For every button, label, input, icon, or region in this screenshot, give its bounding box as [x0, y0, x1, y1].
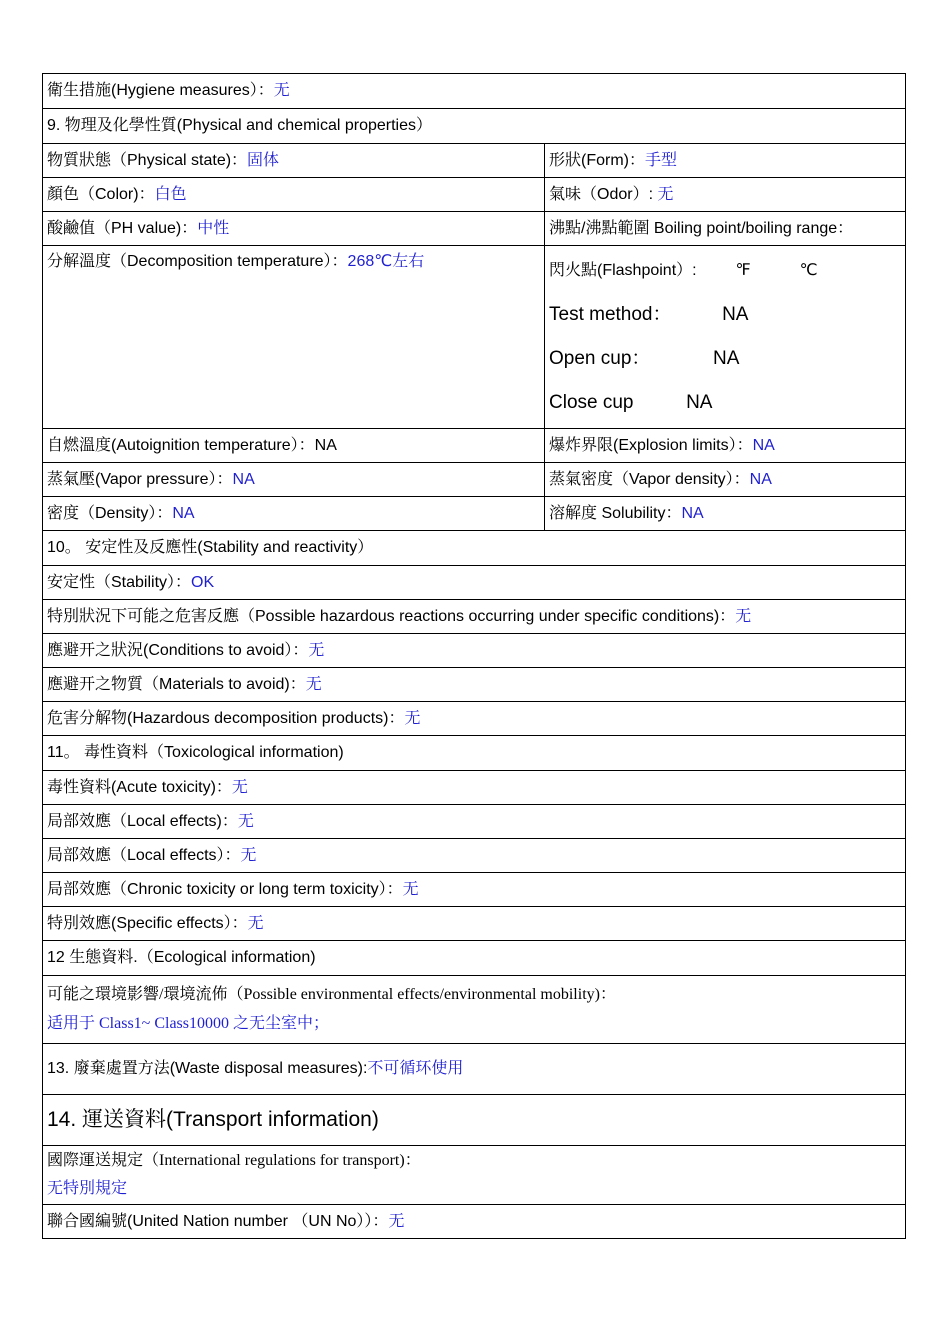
odor-value: 无 — [657, 185, 674, 203]
section11-title-row — [43, 736, 906, 771]
section14-title-row — [43, 1095, 906, 1146]
color-label: 顏色（Color)： — [47, 185, 155, 203]
open-cup-label: Open cup： — [549, 348, 651, 369]
hazardous-reactions-label: 特別狀況下可能之危害反應（Possible hazardous reactions occurring under specific conditions)： — [47, 607, 736, 625]
un-number-cell — [43, 1205, 906, 1239]
intl-transport-row — [43, 1146, 906, 1205]
un-number-value: 无 — [388, 1212, 405, 1230]
local2-label: 局部效應（Local effects）： — [47, 846, 241, 864]
vapor-row — [43, 463, 906, 497]
un-number-row — [43, 1205, 906, 1239]
section9-title: 9. 物理及化學性質(Physical and chemical properties） — [43, 109, 906, 144]
test-method-line — [549, 304, 901, 326]
test-method-label: Test method： — [549, 304, 672, 325]
ph-value: 中性 — [197, 219, 230, 237]
chronic-row — [43, 873, 906, 907]
materials-avoid-label: 應避开之物質（Materials to avoid)： — [47, 675, 306, 693]
autoignition-row — [43, 429, 906, 463]
boiling-label: 沸點/沸點範圍 Boiling point/boiling range： — [549, 219, 854, 237]
decomp-products-cell — [43, 702, 906, 736]
flashpoint-unit-c: ℃ — [799, 262, 818, 279]
form-value: 手型 — [645, 151, 678, 169]
stability-row — [43, 566, 906, 600]
section10-title: 10。 安定性及反應性(Stability and reactivity） — [43, 531, 906, 566]
solubility-label: 溶解度 Solubility： — [549, 504, 682, 522]
decomposition-cell — [43, 246, 545, 429]
form-label: 形狀(Form)： — [549, 151, 645, 169]
stability-label: 安定性（Stability）： — [47, 573, 192, 591]
acute-row — [43, 771, 906, 805]
waste-cell — [43, 1044, 906, 1095]
flashpoint-line — [549, 260, 901, 282]
odor-label: 氣味（Odor）: — [549, 185, 658, 203]
chronic-cell — [43, 873, 906, 907]
un-number-label: 聯合國編號(United Nation number （UN No））： — [47, 1212, 389, 1230]
physical-state-label: 物質狀態（Physical state)： — [47, 151, 248, 169]
color-value: 白色 — [154, 185, 187, 203]
acute-cell — [43, 771, 906, 805]
local1-label: 局部效應（Local effects)： — [47, 812, 238, 830]
local2-cell — [43, 839, 906, 873]
ph-row — [43, 212, 906, 246]
intl-transport-label: 國際運送規定（International regulations for transport)： — [47, 1152, 421, 1169]
environment-row — [43, 976, 906, 1044]
vapor-pressure-value: NA — [232, 470, 255, 488]
form-cell — [545, 144, 906, 178]
local1-cell — [43, 805, 906, 839]
specific-label: 特別效應(Specific effects）： — [47, 914, 248, 932]
acute-value: 无 — [231, 778, 248, 796]
environment-cell — [43, 976, 906, 1044]
waste-row — [43, 1044, 906, 1095]
section14-title: 14. 運送資料(Transport information) — [43, 1095, 906, 1146]
close-cup-line — [549, 392, 901, 414]
hygiene-cell — [43, 74, 906, 109]
explosion-value: NA — [752, 436, 775, 454]
autoignition-label: 自燃溫度(Autoignition temperature）：NA — [47, 436, 337, 454]
materials-avoid-row — [43, 668, 906, 702]
open-cup-line — [549, 348, 901, 370]
flashpoint-cell — [545, 246, 906, 429]
chronic-label: 局部效應（Chronic toxicity or long term toxicity）： — [47, 880, 403, 898]
physical-state-row — [43, 144, 906, 178]
section12-title: 12 生態資料.（Ecological information) — [43, 941, 906, 976]
stability-cell — [43, 566, 906, 600]
section12-title-row — [43, 941, 906, 976]
specific-value: 无 — [247, 914, 264, 932]
local1-row — [43, 805, 906, 839]
conditions-avoid-cell — [43, 634, 906, 668]
density-value: NA — [172, 504, 195, 522]
decomposition-row — [43, 246, 906, 429]
vapor-density-value: NA — [749, 470, 772, 488]
intl-transport-cell — [43, 1146, 906, 1205]
environment-value: 适用于 Class1~ Class10000 之无尘室中； — [47, 1015, 330, 1032]
explosion-label: 爆炸界限(Explosion limits）： — [549, 436, 753, 454]
color-cell — [43, 178, 545, 212]
decomposition-value: 268℃左右 — [347, 253, 425, 270]
sds-table — [42, 73, 906, 1239]
environment-label: 可能之環境影響/環境流佈（Possible environmental effects/environmental mobility)： — [47, 986, 616, 1003]
vapor-pressure-cell — [43, 463, 545, 497]
decomp-products-value: 无 — [404, 709, 421, 727]
solubility-cell — [545, 497, 906, 531]
intl-transport-value: 无特別規定 — [47, 1180, 128, 1197]
hazardous-reactions-value: 无 — [735, 607, 752, 625]
density-label: 密度（Density）： — [47, 504, 173, 522]
waste-label: 13. 廢棄處置方法(Waste disposal measures): — [47, 1060, 368, 1077]
hygiene-label: 衛生措施(Hygiene measures）： — [47, 82, 274, 99]
flashpoint-label: 閃火點(Flashpoint）: — [549, 262, 697, 279]
close-cup-label: Close cup — [549, 392, 634, 413]
conditions-avoid-label: 應避开之狀況(Conditions to avoid）： — [47, 641, 309, 659]
hazardous-reactions-cell — [43, 600, 906, 634]
conditions-avoid-row — [43, 634, 906, 668]
physical-state-value: 固体 — [247, 151, 280, 169]
hazardous-reactions-row — [43, 600, 906, 634]
decomp-products-row — [43, 702, 906, 736]
specific-row — [43, 907, 906, 941]
section11-title: 11。 毒性資料（Toxicological information) — [43, 736, 906, 771]
boiling-cell — [545, 212, 906, 246]
stability-value: OK — [191, 573, 215, 591]
density-cell — [43, 497, 545, 531]
autoignition-cell — [43, 429, 545, 463]
density-row — [43, 497, 906, 531]
hygiene-value: 无 — [273, 82, 290, 99]
test-method-value: NA — [722, 304, 749, 325]
conditions-avoid-value: 无 — [308, 641, 325, 659]
specific-cell — [43, 907, 906, 941]
decomp-products-label: 危害分解物(Hazardous decomposition products)： — [47, 709, 405, 727]
vapor-density-label: 蒸氣密度（Vapor density）： — [549, 470, 750, 488]
local1-value: 无 — [237, 812, 254, 830]
acute-label: 毒性資料(Acute toxicity)： — [47, 778, 232, 796]
solubility-value: NA — [681, 504, 704, 522]
vapor-pressure-label: 蒸氣壓(Vapor pressure）： — [47, 470, 233, 488]
flashpoint-unit-f: ℉ — [735, 262, 751, 279]
chronic-value: 无 — [402, 880, 419, 898]
local2-row — [43, 839, 906, 873]
open-cup-value: NA — [712, 348, 740, 369]
vapor-density-cell — [545, 463, 906, 497]
local2-value: 无 — [240, 846, 257, 864]
ph-cell — [43, 212, 545, 246]
close-cup-value: NA — [686, 392, 713, 413]
waste-value: 不可循环使用 — [367, 1060, 464, 1077]
ph-label: 酸鹼值（PH value)： — [47, 219, 198, 237]
color-row — [43, 178, 906, 212]
materials-avoid-cell — [43, 668, 906, 702]
decomposition-label: 分解溫度（Decomposition temperature）： — [47, 253, 348, 270]
physical-state-cell — [43, 144, 545, 178]
section10-title-row — [43, 531, 906, 566]
hygiene-row — [43, 74, 906, 109]
odor-cell — [545, 178, 906, 212]
explosion-cell — [545, 429, 906, 463]
section9-title-row — [43, 109, 906, 144]
materials-avoid-value: 无 — [305, 675, 322, 693]
